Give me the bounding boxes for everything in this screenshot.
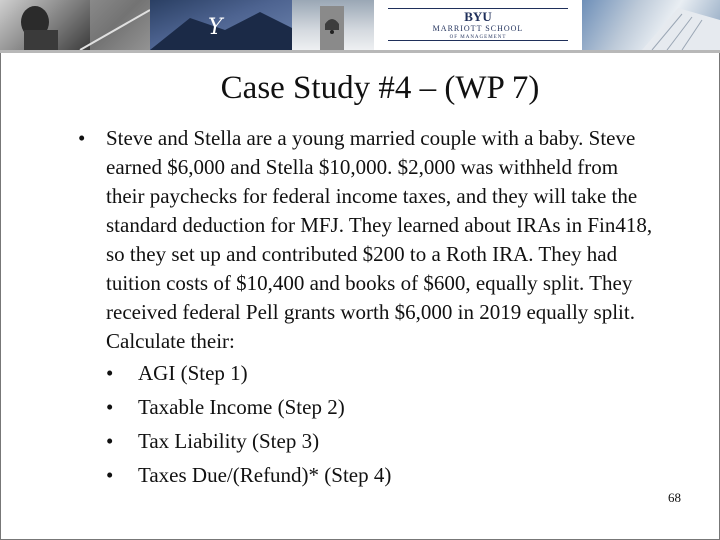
- svg-text:Y: Y: [208, 15, 223, 40]
- y-mountain-photo: [150, 0, 292, 50]
- byu-marriott-logo: [374, 0, 582, 50]
- header-banner: [0, 0, 720, 50]
- statue-photo: [0, 0, 150, 50]
- main-bullet: [78, 124, 658, 492]
- page-number: 68: [668, 490, 681, 505]
- logo-title: BYU: [464, 9, 492, 24]
- bullet-list: [78, 124, 658, 492]
- sub-bullet-taxable-income: • Taxable Income (Step 2): [106, 390, 658, 424]
- sub-bullet-agi: • AGI (Step 1): [106, 356, 658, 390]
- bell-tower-photo: [292, 0, 374, 50]
- sub-bullet-tax-liability: • Tax Liability (Step 3): [106, 424, 658, 458]
- banner-divider: [0, 50, 720, 53]
- logo-subtitle2: OF MANAGEMENT: [449, 35, 507, 40]
- building-photo: [582, 0, 720, 50]
- sub-bullet-list: [106, 356, 658, 492]
- sub-bullet-taxes-due: • Taxes Due/(Refund)* (Step 4): [106, 458, 658, 492]
- case-description: Steve and Stella are a young married couple with a baby. Steve earned $6,000 and Stella $10,000. $2,000 was withheld from their paychecks for federal income taxes, and they will take the standard deduction for MFJ. They learned about IRAs in Fin418, so they set up and contributed $200 to a Roth IRA. They had tuition costs of $10,400 and books of $600, equally split. They received federal Pell grants worth $6,000 in 2019 equally split. Calculate their:: [106, 126, 653, 353]
- logo-subtitle: MARRIOTT SCHOOL: [432, 24, 524, 33]
- slide-title: Case Study #4 – (WP 7): [220, 70, 540, 106]
